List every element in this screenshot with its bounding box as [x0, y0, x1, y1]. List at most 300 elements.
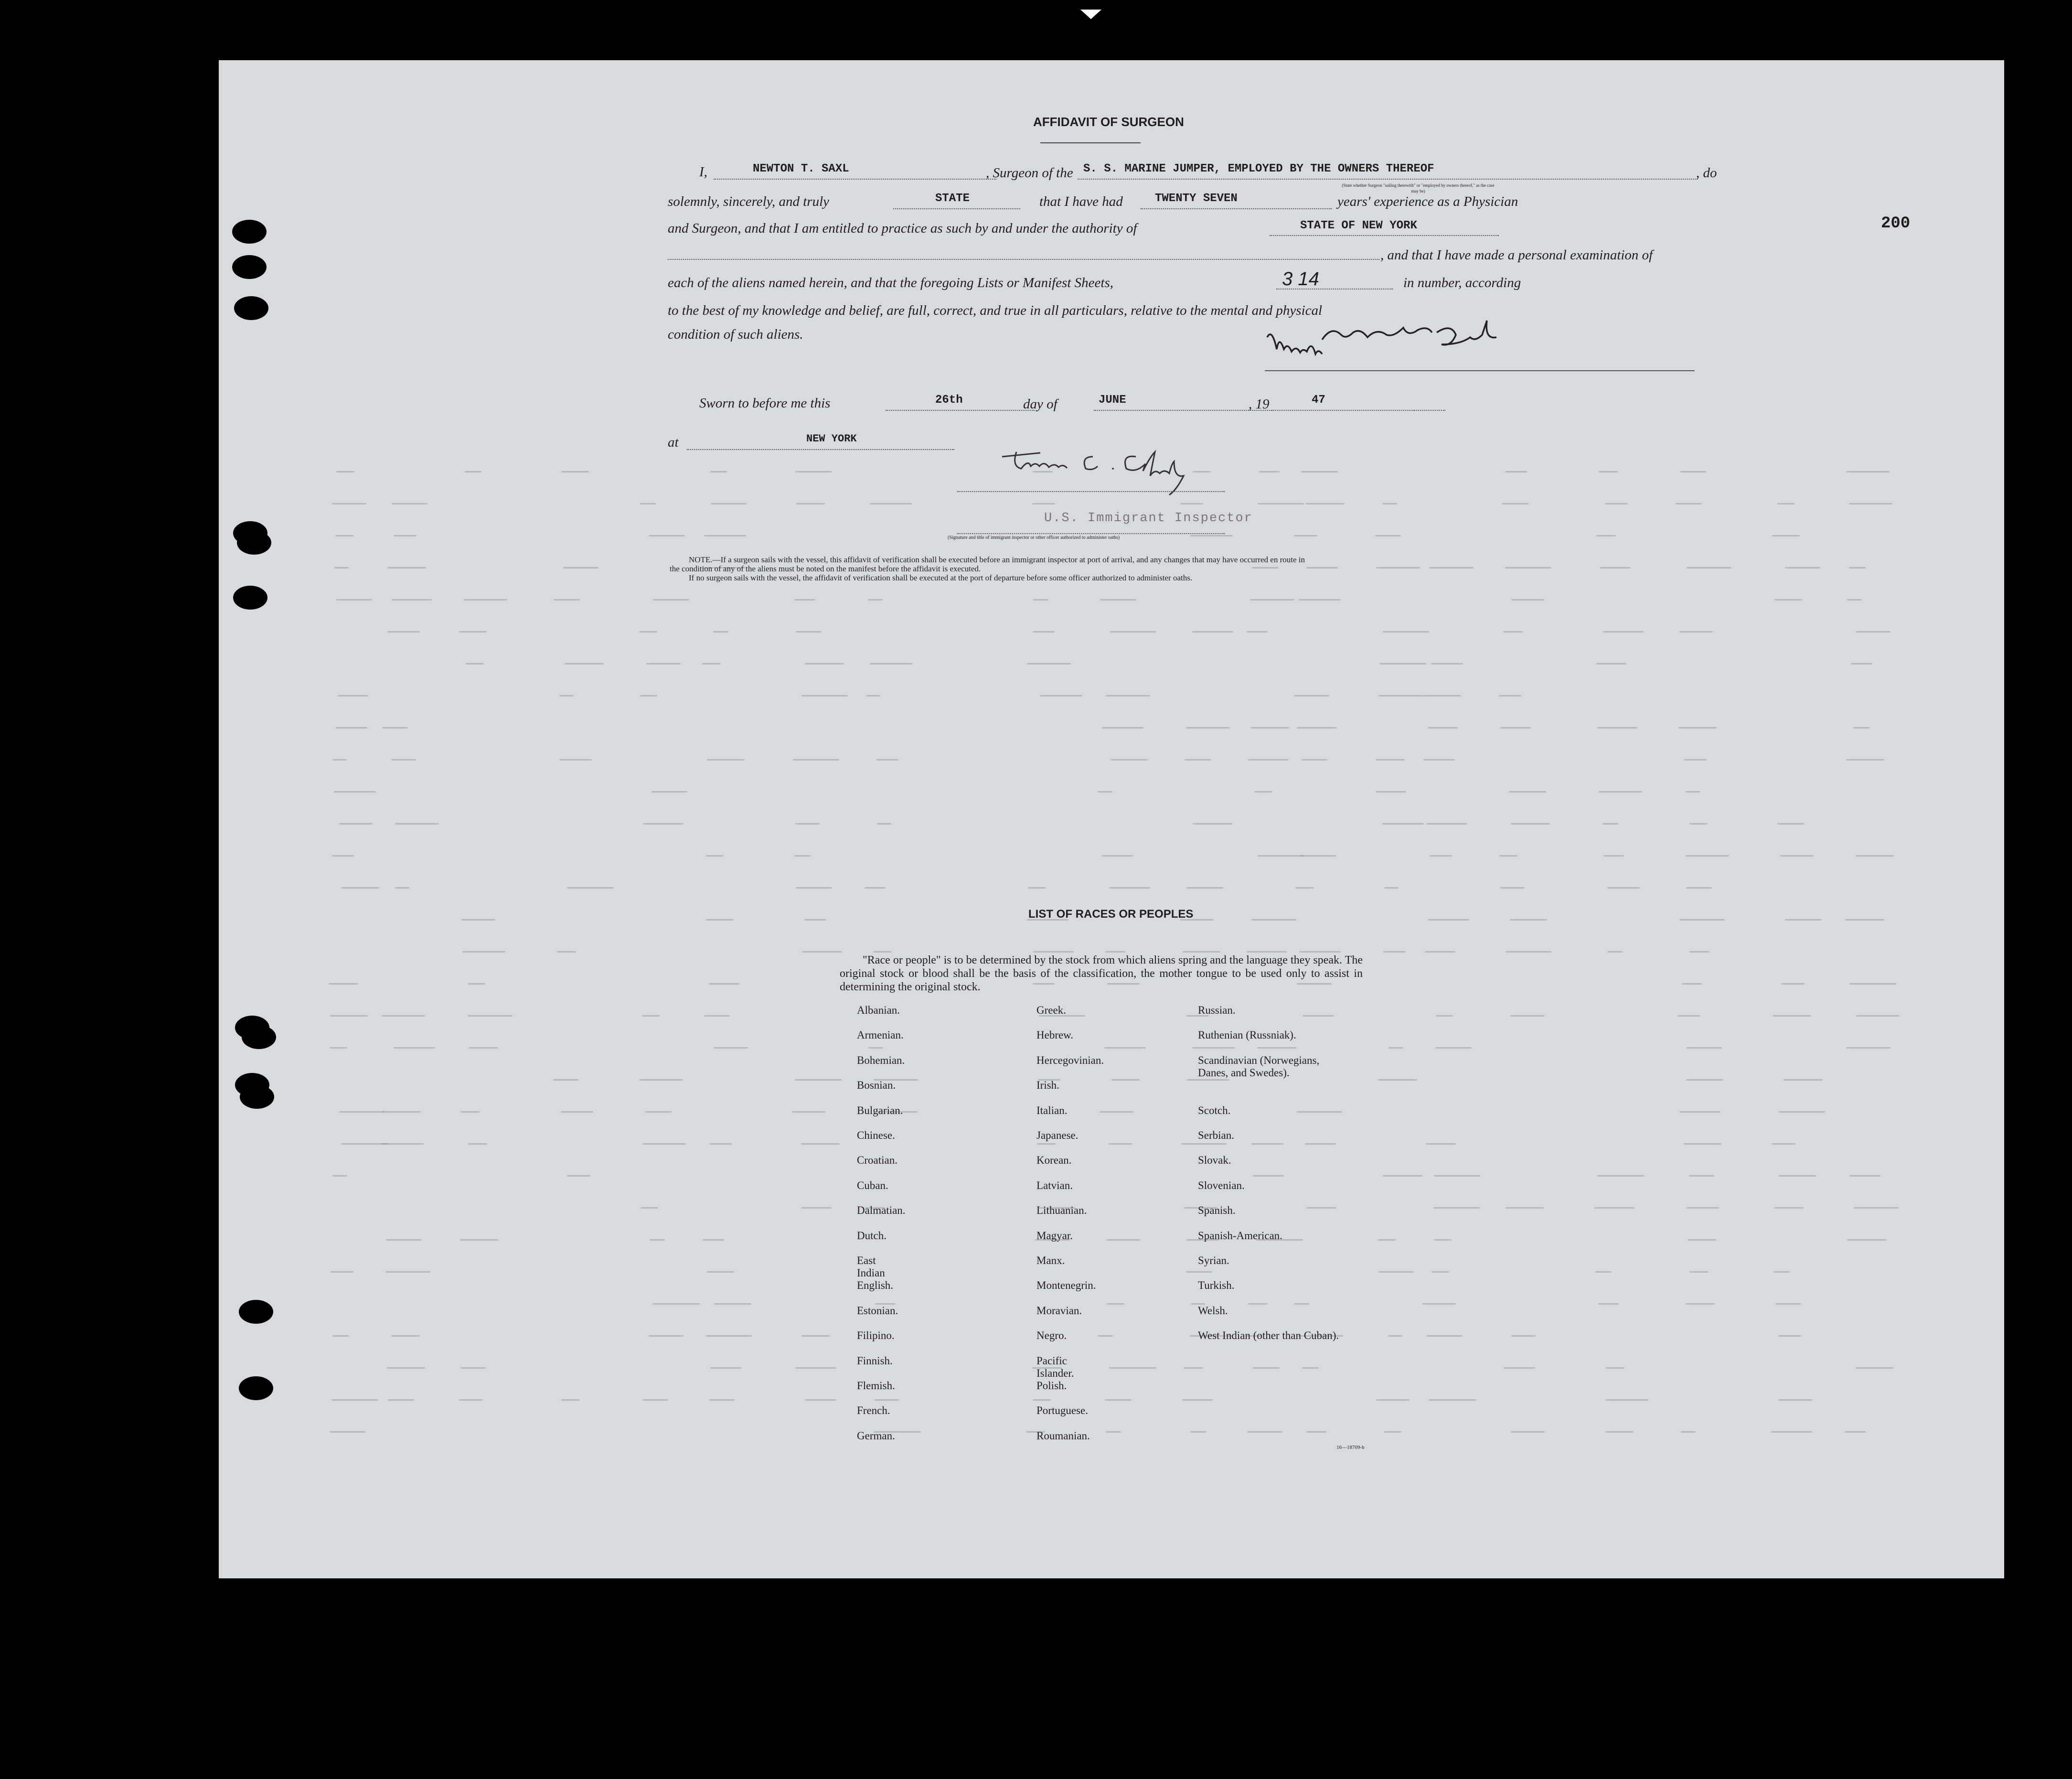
show-through-mark — [1429, 567, 1474, 568]
show-through-mark — [1856, 631, 1890, 632]
show-through-mark — [1854, 1207, 1899, 1209]
show-through-mark — [1679, 1111, 1720, 1113]
show-through-mark — [1102, 855, 1133, 857]
binder-hole — [239, 1376, 273, 1400]
show-through-mark — [1779, 1175, 1816, 1177]
blank-line — [1078, 179, 1698, 180]
show-through-mark — [1107, 1239, 1140, 1241]
show-through-mark — [1847, 1239, 1887, 1241]
race-entry: Turkish. — [1198, 1279, 1235, 1292]
show-through-mark — [795, 471, 832, 472]
show-through-mark — [1105, 951, 1125, 953]
show-through-mark — [391, 759, 416, 761]
blank-line — [1271, 410, 1415, 411]
show-through-mark — [1376, 759, 1405, 761]
show-through-mark — [1505, 567, 1551, 568]
show-through-mark — [1182, 1399, 1213, 1401]
show-through-mark — [1846, 471, 1890, 472]
show-through-mark — [649, 535, 685, 536]
show-through-mark — [460, 1367, 486, 1369]
show-through-mark — [795, 823, 820, 825]
race-entry: Spanish. — [1198, 1204, 1236, 1217]
show-through-mark — [1378, 695, 1424, 697]
show-through-mark — [876, 759, 898, 761]
year-prefix-label: , 19 — [1249, 397, 1270, 412]
show-through-mark — [1382, 503, 1397, 504]
condition-label: condition of such aliens. — [668, 327, 803, 342]
show-through-mark — [1506, 951, 1551, 953]
show-through-mark — [1510, 1015, 1545, 1017]
show-through-mark — [792, 1111, 825, 1113]
show-through-mark — [1502, 503, 1529, 504]
show-through-mark — [1100, 599, 1136, 600]
show-through-mark — [1598, 1303, 1619, 1305]
show-through-mark — [1777, 823, 1804, 825]
race-entry: Dalmatian. — [857, 1204, 906, 1217]
show-through-mark — [801, 1207, 832, 1209]
show-through-mark — [1425, 951, 1455, 953]
show-through-mark — [1106, 695, 1150, 697]
blank-line — [687, 449, 954, 450]
show-through-mark — [1426, 1143, 1456, 1145]
show-through-mark — [1258, 855, 1303, 857]
show-through-mark — [382, 727, 408, 729]
show-through-mark — [1688, 1239, 1716, 1241]
race-entry: Korean. — [1036, 1154, 1072, 1167]
show-through-mark — [1383, 631, 1429, 632]
show-through-mark — [1687, 567, 1731, 568]
show-through-mark — [1686, 855, 1729, 857]
race-entry: Ruthenian (Russniak). — [1198, 1029, 1296, 1041]
show-through-mark — [706, 1335, 752, 1337]
show-through-mark — [875, 1399, 899, 1401]
show-through-mark — [640, 503, 656, 504]
note-no-surgeon: If no surgeon sails with the vessel, the affidavit of verification shall be executed at the port of departure before some officer authorized to administer oaths. — [689, 573, 1193, 582]
show-through-mark — [387, 567, 426, 568]
show-through-mark — [709, 983, 739, 985]
form-number: 16—18709-b — [1336, 1445, 1365, 1450]
show-through-mark — [873, 951, 892, 953]
show-through-mark — [1378, 1271, 1414, 1273]
show-through-mark — [1376, 567, 1420, 568]
blank-line — [893, 208, 1020, 209]
show-through-mark — [1104, 1047, 1146, 1049]
show-through-mark — [1846, 1047, 1890, 1049]
show-through-mark — [329, 983, 358, 985]
show-through-mark — [1376, 1399, 1410, 1401]
show-through-mark — [1687, 1207, 1719, 1209]
show-through-mark — [1780, 855, 1814, 857]
show-through-mark — [1434, 1239, 1452, 1241]
race-entry: Filipino. — [857, 1329, 895, 1342]
race-entry: Russian. — [1198, 1004, 1236, 1016]
show-through-mark — [559, 759, 592, 761]
race-entry: English. — [857, 1279, 894, 1292]
show-through-mark — [334, 791, 376, 793]
show-through-mark — [1422, 1303, 1456, 1305]
show-through-mark — [1689, 1175, 1714, 1177]
show-through-mark — [642, 1015, 660, 1017]
best-knowledge-label: to the best of my knowledge and belief, are full, correct, and true in all particulars, relative to the mental and physical — [668, 303, 1323, 318]
show-through-mark — [870, 503, 912, 504]
show-through-mark — [561, 1111, 593, 1113]
show-through-mark — [1192, 1047, 1235, 1049]
blank-line — [1270, 235, 1499, 236]
i-label: I, — [699, 164, 707, 180]
show-through-mark — [331, 1271, 353, 1273]
show-through-mark — [1190, 1431, 1207, 1433]
show-through-mark — [706, 855, 724, 857]
show-through-mark — [1849, 503, 1892, 504]
show-through-mark — [1602, 823, 1618, 825]
show-through-mark — [1426, 823, 1467, 825]
show-through-mark — [1424, 695, 1461, 697]
show-through-mark — [330, 1431, 365, 1433]
show-through-mark — [645, 1111, 672, 1113]
show-through-mark — [1109, 1143, 1132, 1145]
each-of-aliens-label: each of the aliens named herein, and that the foregoing Lists or Manifest Sheets, — [668, 275, 1113, 290]
races-intro: "Race or people" is to be determined by the stock from which aliens spring and the language they speak. The original stock or blood shall be the basis of the classification, the mother tongue to be used only to assist in determining the original stock. — [840, 954, 1363, 993]
show-through-mark — [1102, 727, 1143, 729]
show-through-mark — [336, 471, 354, 472]
race-entry: Italian. — [1036, 1104, 1068, 1116]
show-through-mark — [801, 695, 848, 697]
show-through-mark — [563, 567, 598, 568]
show-through-mark — [641, 1207, 658, 1209]
show-through-mark — [1306, 1431, 1326, 1433]
vessel-hint: (State whether Surgeon "sailing therewith" or "employed by owners thereof," as the case may be) — [1342, 183, 1495, 193]
show-through-mark — [1190, 535, 1233, 536]
show-through-mark — [1247, 951, 1287, 953]
show-through-mark — [392, 599, 432, 600]
show-through-mark — [1302, 759, 1327, 761]
show-through-mark — [338, 695, 368, 697]
blank-line — [714, 179, 996, 180]
show-through-mark — [385, 1271, 430, 1273]
show-through-mark — [642, 1143, 686, 1145]
show-through-mark — [1250, 599, 1294, 600]
show-through-mark — [1033, 1399, 1051, 1401]
blank-line — [1141, 208, 1332, 209]
race-entry: Slovak. — [1198, 1154, 1231, 1167]
binder-hole — [242, 1025, 276, 1049]
show-through-mark — [1436, 1015, 1453, 1017]
show-through-mark — [1257, 1047, 1297, 1049]
show-through-mark — [1511, 823, 1550, 825]
show-through-mark — [1785, 567, 1820, 568]
show-through-mark — [1856, 855, 1894, 857]
show-through-mark — [1853, 727, 1869, 729]
race-entry: Welsh. — [1198, 1304, 1228, 1317]
show-through-mark — [557, 951, 576, 953]
race-entry: Montenegrin. — [1036, 1279, 1096, 1292]
race-entry: French. — [857, 1404, 890, 1417]
show-through-mark — [1845, 1431, 1866, 1433]
race-entry: East Indian — [857, 1254, 885, 1279]
show-through-mark — [1603, 855, 1624, 857]
show-through-mark — [1595, 1271, 1612, 1273]
affidavit-title: AFFIDAVIT OF SURGEON — [1033, 115, 1184, 129]
show-through-mark — [1110, 631, 1156, 632]
show-through-mark — [554, 599, 580, 600]
race-entry: West Indian (other than Cuban). — [1198, 1329, 1339, 1342]
show-through-mark — [1431, 663, 1463, 664]
show-through-mark — [1382, 823, 1424, 825]
do-label: , do — [1696, 165, 1717, 181]
show-through-mark — [877, 823, 891, 825]
show-through-mark — [1248, 759, 1289, 761]
show-through-mark — [1597, 727, 1637, 729]
show-through-mark — [341, 887, 379, 889]
top-marker — [1080, 10, 1101, 19]
place-field: NEW YORK — [806, 433, 857, 445]
race-entry: Armenian. — [857, 1029, 904, 1041]
binder-hole — [232, 255, 267, 279]
show-through-mark — [466, 663, 484, 664]
show-through-mark — [1784, 1079, 1823, 1081]
show-through-mark — [1686, 1303, 1715, 1305]
show-through-mark — [1106, 1431, 1121, 1433]
show-through-mark — [1778, 1335, 1801, 1337]
show-through-mark — [1301, 471, 1338, 472]
surgeon-of-label: , Surgeon of the — [986, 165, 1073, 181]
show-through-mark — [561, 1399, 580, 1401]
show-through-mark — [710, 471, 727, 472]
show-through-mark — [395, 823, 439, 825]
show-through-mark — [1772, 535, 1800, 536]
show-through-mark — [1845, 919, 1884, 921]
show-through-mark — [1033, 599, 1048, 600]
show-through-mark — [1500, 727, 1531, 729]
show-through-mark — [805, 663, 844, 664]
years-field: TWENTY SEVEN — [1155, 192, 1238, 205]
show-through-mark — [703, 1239, 724, 1241]
page-number: 200 — [1881, 214, 1911, 233]
show-through-mark — [1510, 919, 1547, 921]
show-through-mark — [1679, 919, 1725, 921]
show-through-mark — [805, 1399, 836, 1401]
authority-field: STATE OF NEW YORK — [1300, 219, 1417, 232]
show-through-mark — [1107, 1303, 1124, 1305]
binder-hole — [234, 296, 268, 320]
show-through-mark — [1856, 1015, 1900, 1017]
show-through-mark — [1305, 503, 1345, 504]
show-through-mark — [459, 631, 487, 632]
race-entry: Finnish. — [857, 1354, 893, 1367]
show-through-mark — [339, 1111, 384, 1113]
show-through-mark — [1299, 951, 1341, 953]
inspector-line-2 — [957, 533, 1225, 534]
show-through-mark — [1680, 471, 1706, 472]
race-entry: Greek. — [1036, 1004, 1066, 1016]
show-through-mark — [1247, 1431, 1282, 1433]
show-through-mark — [1186, 727, 1230, 729]
at-label: at — [668, 435, 679, 450]
race-entry: Scotch. — [1198, 1104, 1231, 1116]
show-through-mark — [1427, 1335, 1463, 1337]
show-through-mark — [704, 535, 746, 536]
show-through-mark — [1423, 759, 1455, 761]
show-through-mark — [386, 1239, 421, 1241]
show-through-mark — [794, 855, 811, 857]
solemnly-label: solemnly, sincerely, and truly — [668, 194, 830, 209]
inspector-stamp: U.S. Immigrant Inspector — [1044, 511, 1253, 525]
show-through-mark — [1183, 951, 1220, 953]
show-through-mark — [1301, 855, 1336, 857]
show-through-mark — [1431, 1271, 1449, 1273]
race-entry: Magyar. — [1036, 1229, 1073, 1242]
show-through-mark — [801, 1143, 840, 1145]
show-through-mark — [1511, 1335, 1536, 1337]
personal-exam-label: , and that I have made a personal examination of — [1380, 247, 1653, 263]
signature-line — [1265, 370, 1695, 371]
show-through-mark — [464, 599, 507, 600]
show-through-mark — [711, 503, 747, 504]
show-through-mark — [639, 631, 657, 632]
show-through-mark — [387, 631, 420, 632]
show-through-mark — [334, 567, 349, 568]
show-through-mark — [561, 471, 589, 472]
show-through-mark — [1100, 1111, 1133, 1113]
race-entry: Flemish. — [857, 1380, 895, 1392]
show-through-mark — [1253, 1175, 1284, 1177]
show-through-mark — [1294, 695, 1329, 697]
and-surgeon-label: and Surgeon, and that I am entitled to practice as such by and under the authority of — [668, 221, 1137, 236]
show-through-mark — [801, 1335, 830, 1337]
show-through-mark — [1254, 791, 1272, 793]
show-through-mark — [336, 727, 367, 729]
show-through-mark — [643, 823, 684, 825]
show-through-mark — [1388, 1047, 1403, 1049]
show-through-mark — [1259, 471, 1280, 472]
show-through-mark — [1849, 1175, 1880, 1177]
show-through-mark — [1435, 1047, 1472, 1049]
race-entry: Bohemian. — [857, 1054, 905, 1066]
show-through-mark — [391, 1335, 420, 1337]
show-through-mark — [1258, 503, 1304, 504]
race-entry: Polish. — [1036, 1380, 1067, 1392]
show-through-mark — [1305, 1143, 1336, 1145]
show-through-mark — [1499, 695, 1521, 697]
show-through-mark — [1251, 919, 1296, 921]
show-through-mark — [639, 1079, 683, 1081]
show-through-mark — [652, 791, 687, 793]
show-through-mark — [382, 1111, 421, 1113]
show-through-mark — [1295, 887, 1314, 889]
show-through-mark — [1109, 887, 1150, 889]
show-through-mark — [1686, 1079, 1723, 1081]
day-field: 26th — [935, 394, 963, 407]
show-through-mark — [1434, 1175, 1480, 1177]
show-through-mark — [1109, 1367, 1156, 1369]
show-through-mark — [1785, 919, 1822, 921]
show-through-mark — [388, 1399, 414, 1401]
show-through-mark — [1511, 599, 1544, 600]
race-entry: Croatian. — [857, 1154, 897, 1167]
show-through-mark — [1111, 759, 1148, 761]
race-entry: Chinese. — [857, 1129, 895, 1141]
show-through-mark — [1774, 599, 1802, 600]
show-through-mark — [650, 1239, 665, 1241]
show-through-mark — [1775, 1303, 1801, 1305]
race-entry: Negro. — [1036, 1329, 1067, 1342]
race-entry: Bosnian. — [857, 1079, 896, 1092]
show-through-mark — [1607, 887, 1640, 889]
note-paragraph — [670, 555, 1310, 582]
show-through-mark — [1849, 983, 1896, 985]
show-through-mark — [1037, 1143, 1056, 1145]
show-through-mark — [1294, 535, 1317, 536]
show-through-mark — [1193, 823, 1232, 825]
blank-line — [886, 410, 1035, 411]
show-through-mark — [1180, 503, 1203, 504]
show-through-mark — [1778, 1399, 1812, 1401]
show-through-mark — [1681, 1431, 1696, 1433]
race-entry: Roumanian. — [1036, 1429, 1090, 1442]
race-entry: Bulgarian. — [857, 1104, 903, 1116]
show-through-mark — [1251, 1143, 1283, 1145]
show-through-mark — [1773, 1015, 1811, 1017]
show-through-mark — [1605, 1431, 1634, 1433]
show-through-mark — [793, 759, 839, 761]
surgeon-signature — [1265, 318, 1551, 361]
show-through-mark — [1856, 1367, 1893, 1369]
race-entry: Manx. — [1036, 1254, 1065, 1266]
show-through-mark — [868, 1047, 883, 1049]
race-entry: German. — [857, 1429, 895, 1442]
show-through-mark — [1384, 1431, 1401, 1433]
show-through-mark — [870, 663, 913, 664]
show-through-mark — [1033, 951, 1074, 953]
race-entry: Albanian. — [857, 1004, 900, 1016]
show-through-mark — [1383, 951, 1406, 953]
show-through-mark — [1500, 887, 1525, 889]
show-through-mark — [1430, 855, 1452, 857]
race-entry: Syrian. — [1198, 1254, 1229, 1266]
show-through-mark — [1428, 727, 1458, 729]
binder-hole — [233, 586, 267, 610]
show-through-mark — [1849, 567, 1866, 568]
show-through-mark — [1607, 951, 1623, 953]
show-through-mark — [795, 1367, 836, 1369]
binder-hole — [239, 1300, 273, 1324]
show-through-mark — [1098, 791, 1112, 793]
show-through-mark — [332, 1175, 347, 1177]
show-through-mark — [796, 503, 825, 504]
show-through-mark — [649, 1335, 684, 1337]
show-through-mark — [1499, 855, 1517, 857]
show-through-mark — [382, 1015, 425, 1017]
title-rule — [1040, 142, 1141, 143]
show-through-mark — [567, 887, 614, 889]
binder-hole — [232, 220, 267, 244]
sheets-count-field: 3 14 — [1282, 268, 1319, 289]
show-through-mark — [802, 951, 842, 953]
show-through-mark — [1379, 663, 1426, 664]
show-through-mark — [395, 887, 409, 889]
show-through-mark — [804, 919, 826, 921]
show-through-mark — [1192, 631, 1233, 632]
show-through-mark — [1689, 1271, 1709, 1273]
show-through-mark — [460, 1111, 480, 1113]
show-through-mark — [567, 1175, 590, 1177]
show-through-mark — [642, 1399, 668, 1401]
show-through-mark — [1428, 919, 1469, 921]
show-through-mark — [1686, 887, 1712, 889]
show-through-mark — [1599, 471, 1618, 472]
show-through-mark — [1605, 1399, 1648, 1401]
show-through-mark — [468, 1015, 513, 1017]
